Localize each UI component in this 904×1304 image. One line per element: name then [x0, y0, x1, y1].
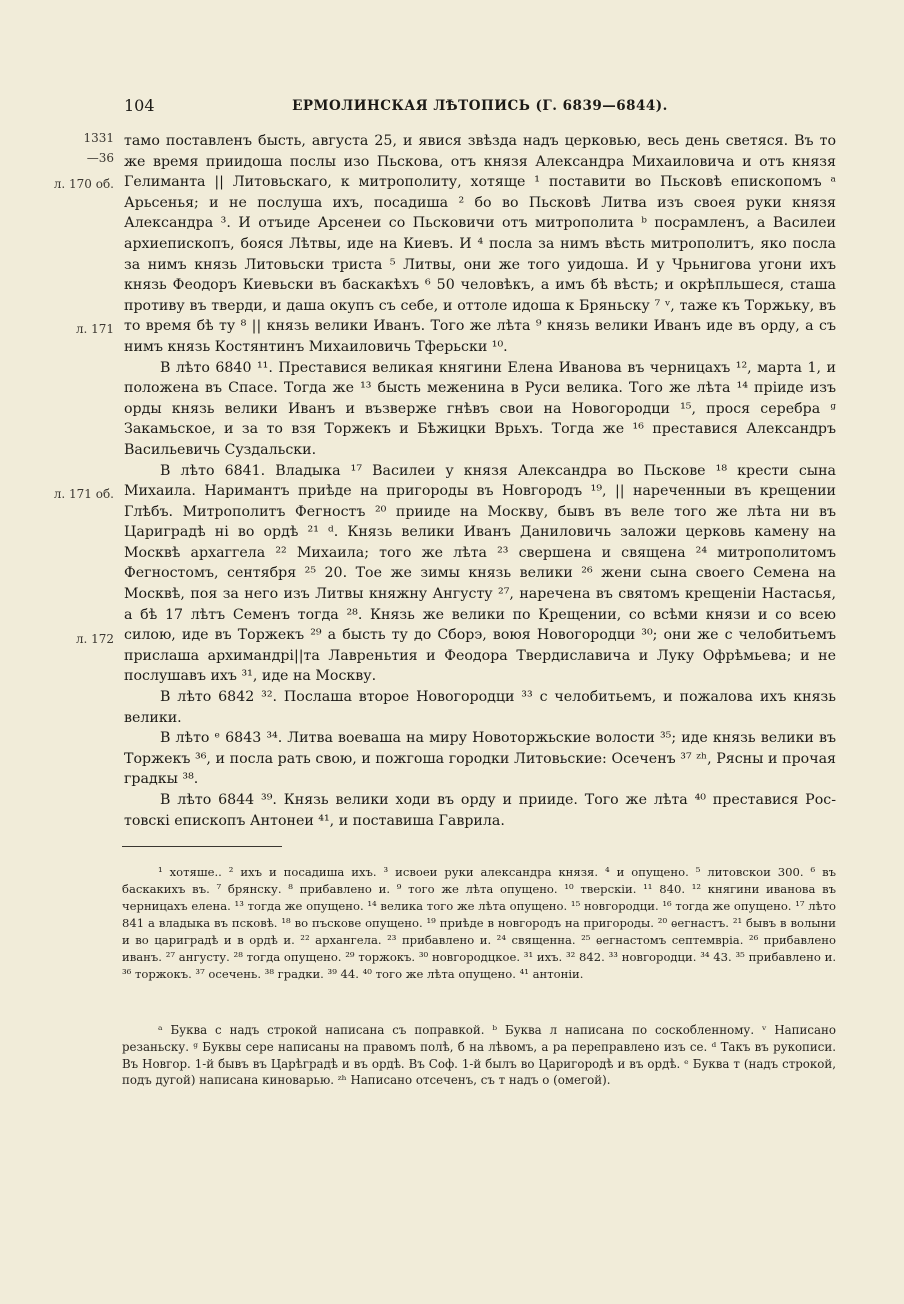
- folio-170ob: л. 170 об.: [53, 177, 114, 191]
- paragraph-6842: В лѣто 6842 ³². Послаша второе Новогородци ³³ с челобитьемъ, и пожалова ихъ князь велики.: [124, 689, 836, 726]
- critical-apparatus: [122, 1022, 836, 1089]
- running-head: ЕРМОЛИНСКАЯ ЛѢТОПИСЬ (Г. 6839—6844).: [292, 98, 668, 114]
- page-header: [120, 96, 840, 120]
- page-number: 104: [124, 96, 155, 115]
- paragraph-6840: В лѣто 6840 ¹¹. Преставися великая княгини Елена Иванова въ черницахъ ¹², марта 1, и положена въ Спасе. Тогда же ¹³ бысть меженина в Руси велика. Того же лѣта ¹⁴ прiиде изъ орды князь велики Иванъ и възверже гнѣвъ свои на Новогородци ¹⁵, прося серебра ᵍ Закамьское, и за то взя Торжекъ и Бѣжицки Врьхъ. Тогда же ¹⁶ преставися Александръ Васильевичь Суздальски.: [124, 359, 836, 458]
- margin-years-end: —36: [86, 151, 114, 165]
- apparatus-text: ᵃ Буква с надъ строкой написана съ поправкой. ᵇ Буква л написана по соскобленному. ᵛ Написано резаньску. ᵍ Буквы сере написаны на правомъ полѣ, б на лѣвомъ, а ра переправлено изъ се. ᵈ Такъ въ рукописи. Въ Новгор. 1-й бывъ въ Царѣградѣ и въ ордѣ. Въ Соф. 1-й былъ во Царигородѣ и въ ордѣ. ᵉ Буква т (надъ строкой, подъ дугой) написана киноварью. ᶻʰ Написано отсеченъ, съ т надъ о (омегой).: [122, 1023, 836, 1088]
- paragraph-6841: В лѣто 6841. Владыка ¹⁷ Василеи у князя Александра во Пьскове ¹⁸ крести сына Михаила. Наримантъ приѣде на пригороды въ Новгородъ ¹⁹, || нареченныи въ крещении Глѣбъ. Митрополитъ Фегностъ ²⁰ прииде на Москву, бывъ въ веле того же лѣта ни въ Цариградѣ нi во ордѣ ²¹ ᵈ. Князь велики Иванъ Даниловичь заложи церковь камену на Москвѣ архаггела ²² Михаила; того же лѣта ²³ свершена и священа ²⁴ митрополитомъ Фегностомъ, сентября ²⁵ 20. Тое же зимы князь велики ²⁶ жени сына своего Семена на Москвѣ, поя за него изъ Литвы княжну Ангусту ²⁷, наречена въ святомъ крещенiи Настасья, а бѣ 17 лѣтъ Семенъ тогда ²⁸. Князь же велики по Крещении, со всѣми князи и со всею силою, иде въ Торжекъ ²⁹ а бысть ту до Сборэ, воюя Новогородци ³⁰; они же с челобитьемъ прислаша архимандрi||та Лавреньтия и Феодора Твердиславича и Луку Офрѣмьева; и не послушавъ ихъ ³¹, иде на Москву.: [124, 462, 836, 685]
- footnote-divider: [122, 846, 282, 847]
- paragraph-6843: В лѣто ᵉ 6843 ³⁴. Литва воеваша на миру Новоторжьские волости ³⁵; иде князь велики въ Торжекъ ³⁶, и посла рать свою, и пожгоша городки Литовьские: Осеченъ ³⁷ ᶻʰ, Рясны и прочая градкы ³⁸.: [124, 730, 836, 788]
- folio-171: л. 171: [75, 322, 114, 336]
- footnotes-text: ¹ хотяше.. ² ихъ и посадиша ихъ. ³ исвоеи руки александра князя. ⁴ и опущено. ⁵ литовскои 300. ⁶ въ баскакихъ въ. ⁷ брянску. ⁸ прибавлено и. ⁹ того же лѣта опущено. ¹⁰ тверскiи. ¹¹ 840. ¹² княгини иванова въ черницахъ елена. ¹³ тогда же опущено. ¹⁴ велика того же лѣта опущено. ¹⁵ новгородци. ¹⁶ тогда же опущено. ¹⁷ лѣто 841 а владыка въ псковѣ. ¹⁸ во пъскове опущено. ¹⁹ приѣде в новгородъ на пригороды. ²⁰ ѳегнастъ. ²¹ бывъ в волыни и во цариградѣ и в ордѣ и. ²² архангела. ²³ прибавлено и. ²⁴ священна. ²⁵ ѳегнастомъ септемврiа. ²⁶ прибавлено иванъ. ²⁷ ангусту. ²⁸ тогда опущено. ²⁹ торжокъ. ³⁰ новгородцкое. ³¹ ихъ. ³² 842. ³³ новгородци. ³⁴ 43. ³⁵ прибавлено и. ³⁶ торжокъ. ³⁷ осечень. ³⁸ градки. ³⁹ 44. ⁴⁰ того же лѣта опущено. ⁴¹ антонiи.: [122, 865, 836, 981]
- chronicle-text: [124, 131, 836, 831]
- margin-years-start: 1331: [83, 131, 114, 145]
- variant-footnotes: [122, 864, 836, 983]
- paragraph-6844: В лѣто 6844 ³⁹. Князь велики ходи въ орду и прииде. Того же лѣта ⁴⁰ преставися Ростовскi епископъ Антонеи ⁴¹, и поставиша Гаврила.: [124, 792, 836, 829]
- folio-171ob: л. 171 об.: [53, 487, 114, 501]
- folio-172: л. 172: [75, 632, 114, 646]
- paragraph-1: тамо поставленъ бысть, августа 25, и явися звѣзда надъ церковью, весь день светяся. Въ то же время приидоша послы изо Пьскова, отъ князя Александра Михаиловича и отъ князя Гелиманта || Литовьскаго, к митрополиту, хотяще ¹ поставити во Пьсковѣ епископомъ ᵃ Арьсенья; и не послуша ихъ, посадиша ² бо во Пьсковѣ Литва изъ своея руки князя Александра ³. И отъиде Арсенеи со Пьсковичи отъ митрополита ᵇ посрамленъ, а Василеи архиепископъ, бояся Лѣтвы, иде на Киевъ. И ⁴ посла за нимъ вѣсть митрополитъ, яко посла за нимъ князь Литовьски триста ⁵ Литвы, они же того уидоша. И у Чрьнигова угони ихъ князь Феодоръ Киевьски въ баскакѣхъ ⁶ 50 человѣкъ, а имъ бѣ вѣсть; и окрѣпльшеся, сташа противу въ тверди, и даша окупъ съ себе, и оттоле идоша к Бряньску ⁷ ᵛ, таже къ Торжьку, въ то время бѣ ту ⁸ || князь велики Иванъ. Того же лѣта ⁹ князь велики Иванъ иде въ орду, а съ нимъ князь Костянтинъ Михаиловичь Тферьски ¹⁰.: [124, 133, 836, 355]
